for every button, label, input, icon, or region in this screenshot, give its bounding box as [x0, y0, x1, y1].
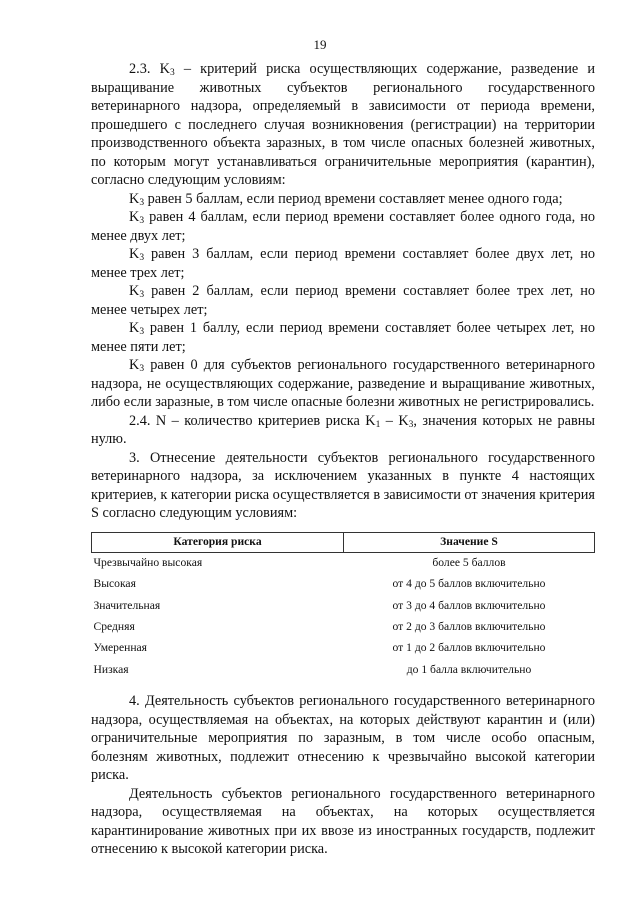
table-row [92, 574, 595, 595]
table-row [92, 659, 595, 680]
k3-condition-3: $K_3$ равен 3 баллам, если период времени составляет более двух лет, но менее трех лет; [91, 246, 595, 281]
s-value-cell: от 3 до 4 баллов включительно [392, 598, 546, 612]
s-value-cell: от 1 до 2 баллов включительно [392, 641, 546, 655]
table-row [92, 595, 595, 616]
header-risk-category: Категория риска [92, 532, 344, 552]
risk-category-cell: Низкая [93, 662, 129, 676]
table-row [92, 616, 595, 637]
risk-category-cell: Средняя [93, 620, 135, 634]
table-row [92, 638, 595, 659]
s-value-cell: до 1 балла включительно [406, 662, 532, 676]
k3-subscript: 3 [169, 68, 175, 78]
risk-category-cell: Чрезвычайно высокая [93, 556, 203, 570]
s-value-cell: более 5 баллов [432, 556, 506, 570]
k3-label: 2.3. K [129, 61, 170, 77]
k3-condition-2: $K_3$ равен 4 баллам, если период времени составляет более одного года, но менее двух лет; [91, 209, 595, 244]
n-definition-paragraph: 2.4. N – количество критериев риска $K_1 - K_3$, значения которых не равны нулю. [91, 412, 595, 447]
point-4-second-paragraph: Деятельность субъектов регионального государственного ветеринарного надзора, осуществляемая на объектах, на которых осуществляется карантинирование животных при их ввозе из иностранных государств, подлежит отнесению к высокой категории риска. [91, 785, 595, 858]
table-header-row [92, 532, 595, 552]
document-body [91, 60, 595, 859]
page-number: 19 [313, 37, 327, 52]
k3-condition-5: $K_3$ равен 1 баллу, если период времени составляет более четырех лет, но менее пяти лет; [91, 320, 595, 355]
k3-intro-paragraph [91, 60, 595, 190]
point-4-paragraph: 4. Деятельность субъектов регионального государственного ветеринарного надзора, осуществляемая на объектах, на которых действуют карантин и (или) ограничительные мероприятия по заразным, в том числе особо опасным, болезням животных, подлежит отнесению к чрезвычайно высокой категории риска. [91, 693, 595, 784]
header-s-value: Значение S [344, 532, 595, 552]
s-value-cell: от 4 до 5 баллов включительно [392, 577, 546, 591]
k3-condition-1: $K_3$ равен 5 баллам, если период времени составляет менее одного года; [129, 190, 563, 208]
risk-category-table [91, 532, 595, 681]
risk-category-cell: Значительная [93, 598, 161, 612]
risk-category-cell: Умеренная [93, 641, 148, 655]
k3-condition-4: $K_3$ равен 2 баллам, если период времени составляет более трех лет, но менее четырех лет; [91, 283, 595, 318]
table-row [92, 552, 595, 574]
point-3-paragraph: 3. Отнесение деятельности субъектов регионального государственного ветеринарного надзора, за исключением указанных в пункте 4 настоящих критериев, к категории риска осуществляется в зависимости от значения критерия S согласно следующим условиям: [91, 449, 595, 521]
k3-definition-text: – критерий риска осуществляющих содержание, разведение и выращивание животных субъектов регионального государственного ветеринарного надзора, определяемый в зависимости от периода времени, прошедшего с последнего случая возникновения (регистрации) на территории производственного объекта заразных, в том числе опасных болезней животных, по которым могут устанавливаться ограничительные мероприятия (карантин), согласно следующим условиям: [91, 61, 595, 188]
s-value-cell: от 2 до 3 баллов включительно [392, 620, 546, 634]
k3-condition-6: $K_3$ равен 0 для субъектов регионального государственного ветеринарного надзора, не осуществляющих содержание, разведение и выращивание животных, либо если заразные, в том числе опасные болезни животных не регистрировались. [91, 357, 595, 410]
risk-category-cell: Высокая [93, 577, 136, 591]
